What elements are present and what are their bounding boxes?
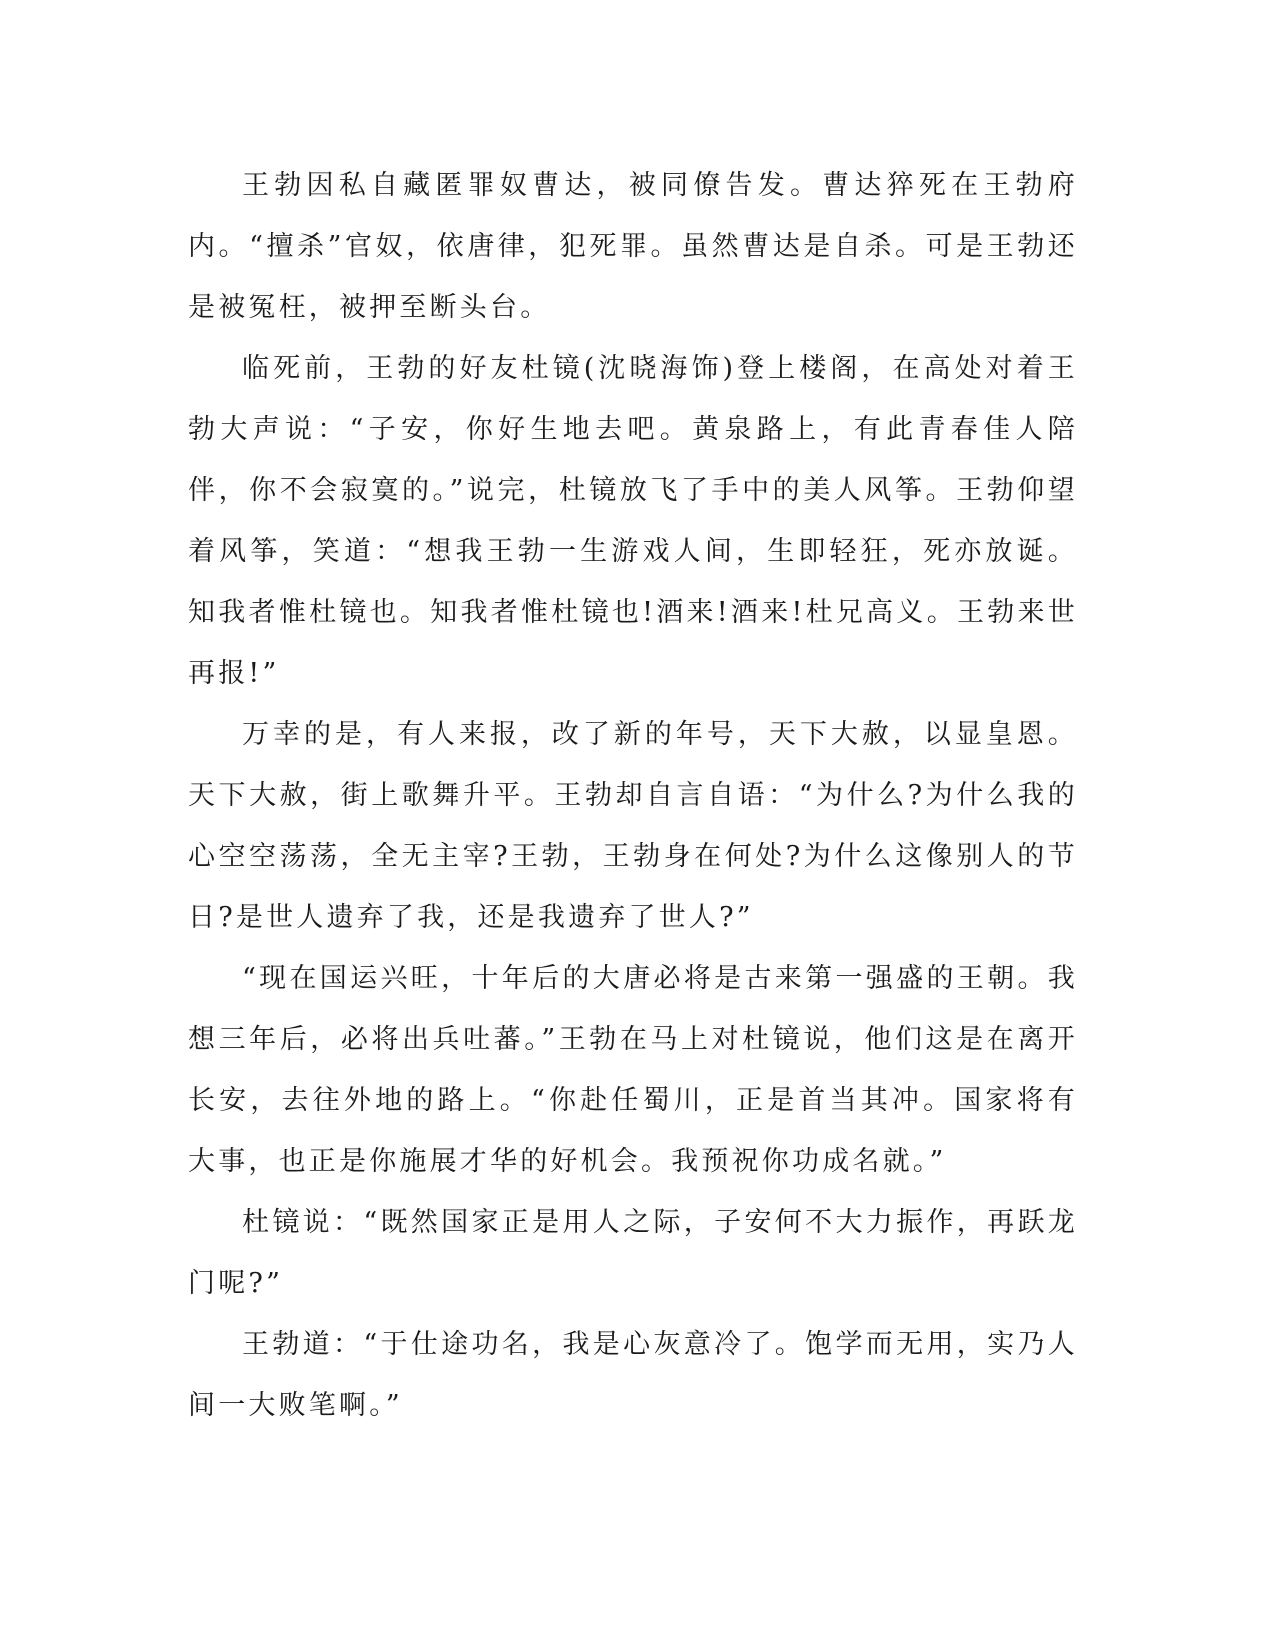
document-body — [188, 155, 1078, 1436]
paragraph-5: 杜镜说：“既然国家正是用人之际，子安何不大力振作，再跃龙门呢?” — [188, 1207, 1078, 1299]
paragraph-2: 临死前，王勃的好友杜镜(沈晓海饰)登上楼阁，在高处对着王勃大声说：“子安，你好生地去吧。黄泉路上，有此青春佳人陪伴，你不会寂寞的。”说完，杜镜放飞了手中的美人风筝。王勃仰望着风筝，笑道：“想我王勃一生游戏人间，生即轻狂，死亦放诞。知我者惟杜镜也。知我者惟杜镜也!酒来!酒来!杜兄高义。王勃来世再报!” — [188, 353, 1078, 689]
paragraph-6: 王勃道：“于仕途功名，我是心灰意冷了。饱学而无用，实乃人间一大败笔啊。” — [188, 1329, 1078, 1421]
paragraph-4: “现在国运兴旺，十年后的大唐必将是古来第一强盛的王朝。我想三年后，必将出兵吐蕃。”王勃在马上对杜镜说，他们这是在离开长安，去往外地的路上。“你赴任蜀川，正是首当其冲。国家将有大事，也正是你施展才华的好机会。我预祝你功成名就。” — [188, 963, 1078, 1177]
paragraph-1: 王勃因私自藏匿罪奴曹达，被同僚告发。曹达猝死在王勃府内。“擅杀”官奴，依唐律，犯死罪。虽然曹达是自杀。可是王勃还是被冤枉，被押至断头台。 — [188, 170, 1078, 323]
paragraph-3: 万幸的是，有人来报，改了新的年号，天下大赦，以显皇恩。天下大赦，街上歌舞升平。王勃却自言自语：“为什么?为什么我的心空空荡荡，全无主宰?王勃，王勃身在何处?为什么这像别人的节日?是世人遗弃了我，还是我遗弃了世人?” — [188, 719, 1078, 933]
